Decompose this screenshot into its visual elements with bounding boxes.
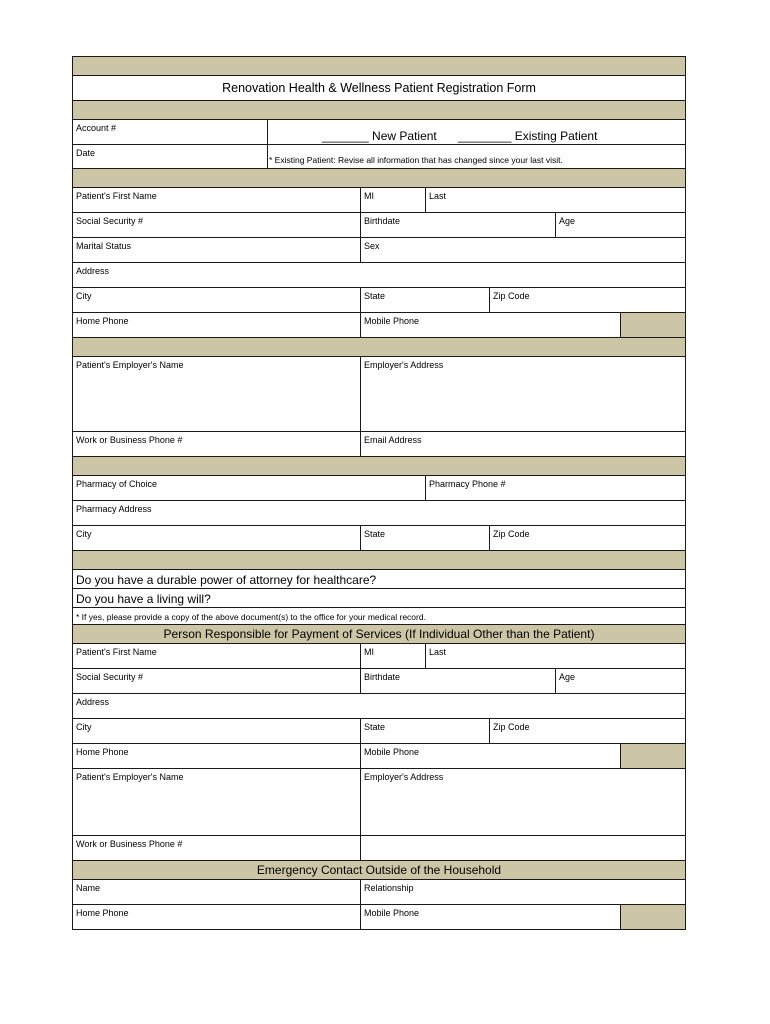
resp-ssn-field[interactable] <box>72 668 361 694</box>
resp-employer-address-label: Employer's Address <box>364 772 444 782</box>
form-title: Renovation Health & Wellness Patient Registration Form <box>222 81 536 95</box>
will-question: Do you have a living will? <box>76 592 211 606</box>
employer-address-label: Employer's Address <box>364 360 444 370</box>
patient-city-field[interactable] <box>72 287 361 313</box>
responsible-heading: Person Responsible for Payment of Services (If Individual Other than the Patient) <box>163 627 595 641</box>
emergency-mobile-phone-field[interactable] <box>360 904 621 930</box>
address-label: Address <box>76 266 110 276</box>
emergency-heading-row <box>72 860 686 880</box>
header-bar-3 <box>72 168 686 188</box>
employer-address-field[interactable] <box>360 356 686 432</box>
patient-last-name-field[interactable] <box>425 187 686 213</box>
pharmacy-state-label: State <box>364 529 386 539</box>
resp-work-phone-label: Work or Business Phone # <box>76 839 183 849</box>
resp-city-label: City <box>76 722 92 732</box>
resp-zip-label: Zip Code <box>493 722 530 732</box>
pharmacy-name-field[interactable] <box>72 475 426 501</box>
patient-birthdate-field[interactable] <box>360 212 556 238</box>
pharmacy-state-field[interactable] <box>360 525 490 551</box>
emergency-relationship-field[interactable] <box>360 879 686 905</box>
responsible-heading-row <box>72 624 686 644</box>
patient-marital-field[interactable] <box>72 237 361 263</box>
pharmacy-zip-field[interactable] <box>489 525 686 551</box>
date-label: Date <box>76 148 96 158</box>
ssn-label: Social Security # <box>76 216 144 226</box>
state-label: State <box>364 291 386 301</box>
resp-state-field[interactable] <box>360 718 490 744</box>
last-label: Last <box>429 191 447 201</box>
work-phone-label: Work or Business Phone # <box>76 435 183 445</box>
existing-note-row <box>267 144 686 169</box>
marital-label: Marital Status <box>76 241 132 251</box>
new-patient-option[interactable]: _______ New Patient <box>322 129 437 143</box>
resp-first-name-field[interactable] <box>72 643 361 669</box>
resp-birthdate-field[interactable] <box>360 668 556 694</box>
pharmacy-city-label: City <box>76 529 92 539</box>
mi-label: MI <box>364 191 374 201</box>
resp-last-field[interactable] <box>425 643 686 669</box>
employer-name-label: Patient's Employer's Name <box>76 360 184 370</box>
employer-name-field[interactable] <box>72 356 361 432</box>
patient-mi-field[interactable] <box>360 187 426 213</box>
pharmacy-address-label: Pharmacy Address <box>76 504 152 514</box>
pharmacy-zip-label: Zip Code <box>493 529 530 539</box>
emergency-home-phone-field[interactable] <box>72 904 361 930</box>
email-label: Email Address <box>364 435 422 445</box>
patient-mobile-phone-field[interactable] <box>360 312 621 338</box>
pharmacy-name-label: Pharmacy of Choice <box>76 479 158 489</box>
emergency-home-phone-label: Home Phone <box>76 908 129 918</box>
resp-blank-cell <box>360 835 686 861</box>
resp-mi-label: MI <box>364 647 374 657</box>
sex-label: Sex <box>364 241 380 251</box>
header-bar-4 <box>72 337 686 357</box>
resp-zip-field[interactable] <box>489 718 686 744</box>
header-bar-6 <box>72 550 686 570</box>
emergency-name-field[interactable] <box>72 879 361 905</box>
pharmacy-city-field[interactable] <box>72 525 361 551</box>
city-label: City <box>76 291 92 301</box>
resp-address-label: Address <box>76 697 110 707</box>
resp-mobile-phone-field[interactable] <box>360 743 621 769</box>
legal-note: * If yes, please provide a copy of the above document(s) to the office for your medical record. <box>76 612 426 622</box>
patient-state-field[interactable] <box>360 287 490 313</box>
emergency-relationship-label: Relationship <box>364 883 414 893</box>
poa-question-row[interactable] <box>72 569 686 589</box>
first-name-label: Patient's First Name <box>76 191 157 201</box>
resp-mobile-phone-label: Mobile Phone <box>364 747 420 757</box>
patient-registration-form <box>72 56 686 930</box>
birthdate-label: Birthdate <box>364 216 401 226</box>
shaded-block-1 <box>620 312 686 338</box>
resp-employer-name-field[interactable] <box>72 768 361 836</box>
header-bar-5 <box>72 456 686 476</box>
shaded-block-3 <box>620 904 686 930</box>
resp-last-label: Last <box>429 647 447 657</box>
resp-first-name-label: Patient's First Name <box>76 647 157 657</box>
legal-note-row <box>72 607 686 625</box>
resp-age-label: Age <box>559 672 576 682</box>
patient-address-field[interactable] <box>72 262 686 288</box>
title-row <box>72 75 686 101</box>
header-bar-2 <box>72 100 686 120</box>
header-bar-top <box>72 56 686 76</box>
patient-type-field[interactable] <box>267 119 686 145</box>
email-field[interactable] <box>360 431 686 457</box>
resp-address-field[interactable] <box>72 693 686 719</box>
emergency-name-label: Name <box>76 883 101 893</box>
emergency-heading: Emergency Contact Outside of the Household <box>256 863 502 877</box>
emergency-mobile-phone-label: Mobile Phone <box>364 908 420 918</box>
shaded-block-2 <box>620 743 686 769</box>
resp-ssn-label: Social Security # <box>76 672 144 682</box>
resp-employer-address-field[interactable] <box>360 768 686 836</box>
resp-birthdate-label: Birthdate <box>364 672 401 682</box>
resp-work-phone-field[interactable] <box>72 835 361 861</box>
account-field[interactable] <box>72 119 268 145</box>
resp-home-phone-label: Home Phone <box>76 747 129 757</box>
patient-home-phone-field[interactable] <box>72 312 361 338</box>
will-question-row[interactable] <box>72 588 686 608</box>
resp-mi-field[interactable] <box>360 643 426 669</box>
account-label: Account # <box>76 123 117 133</box>
date-field[interactable] <box>72 144 268 169</box>
pharmacy-address-field[interactable] <box>72 500 686 526</box>
existing-patient-option[interactable]: ________ Existing Patient <box>458 129 598 143</box>
work-phone-field[interactable] <box>72 431 361 457</box>
mobile-phone-label: Mobile Phone <box>364 316 420 326</box>
resp-age-field[interactable] <box>555 668 686 694</box>
patient-age-field[interactable] <box>555 212 686 238</box>
existing-note: * Existing Patient: Revise all information that has changed since your last visit. <box>269 155 563 165</box>
zip-label: Zip Code <box>493 291 530 301</box>
pharmacy-phone-label: Pharmacy Phone # <box>429 479 506 489</box>
patient-zip-field[interactable] <box>489 287 686 313</box>
resp-employer-name-label: Patient's Employer's Name <box>76 772 184 782</box>
age-label: Age <box>559 216 576 226</box>
patient-first-name-field[interactable] <box>72 187 361 213</box>
home-phone-label: Home Phone <box>76 316 129 326</box>
resp-home-phone-field[interactable] <box>72 743 361 769</box>
patient-sex-field[interactable] <box>360 237 686 263</box>
pharmacy-phone-field[interactable] <box>425 475 686 501</box>
patient-ssn-field[interactable] <box>72 212 361 238</box>
resp-city-field[interactable] <box>72 718 361 744</box>
poa-question: Do you have a durable power of attorney for healthcare? <box>76 573 377 587</box>
resp-state-label: State <box>364 722 386 732</box>
